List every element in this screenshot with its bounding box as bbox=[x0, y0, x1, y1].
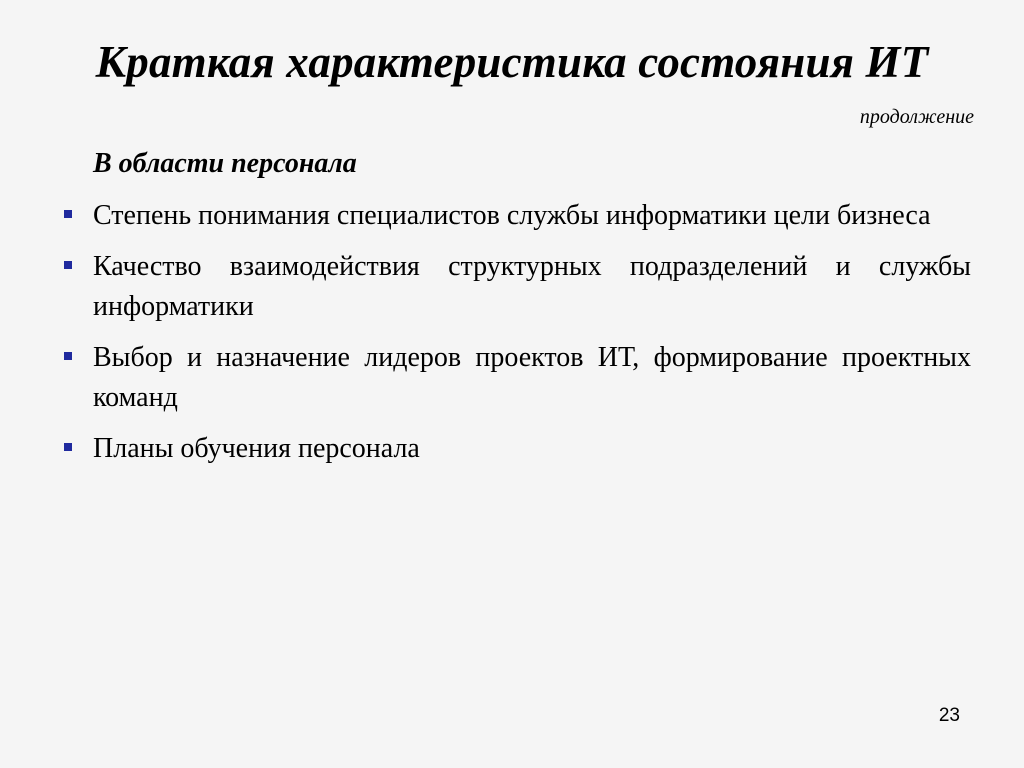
bullet-text: Планы обучения персонала bbox=[93, 433, 420, 464]
square-bullet-icon bbox=[64, 443, 72, 451]
square-bullet-icon bbox=[64, 261, 72, 269]
bullet-text: Качество взаимодействия структурных подразделений и службы информатики bbox=[93, 251, 971, 322]
square-bullet-icon bbox=[64, 352, 72, 360]
bullet-text: Степень понимания специалистов службы информатики цели бизнеса bbox=[93, 200, 931, 231]
continuation-note: продолжение bbox=[859, 106, 974, 128]
bullet-item bbox=[93, 429, 971, 469]
page-number: 23 bbox=[938, 705, 960, 726]
bullet-item bbox=[93, 196, 971, 236]
bullet-item bbox=[93, 338, 971, 418]
slide-title: Краткая характеристика состояния ИТ bbox=[95, 37, 929, 87]
bullet-item bbox=[93, 247, 971, 327]
bullet-text: Выбор и назначение лидеров проектов ИТ, формирование проектных команд bbox=[93, 342, 971, 413]
bullet-list bbox=[93, 196, 971, 480]
section-heading: В области персонала bbox=[93, 148, 357, 179]
square-bullet-icon bbox=[64, 210, 72, 218]
